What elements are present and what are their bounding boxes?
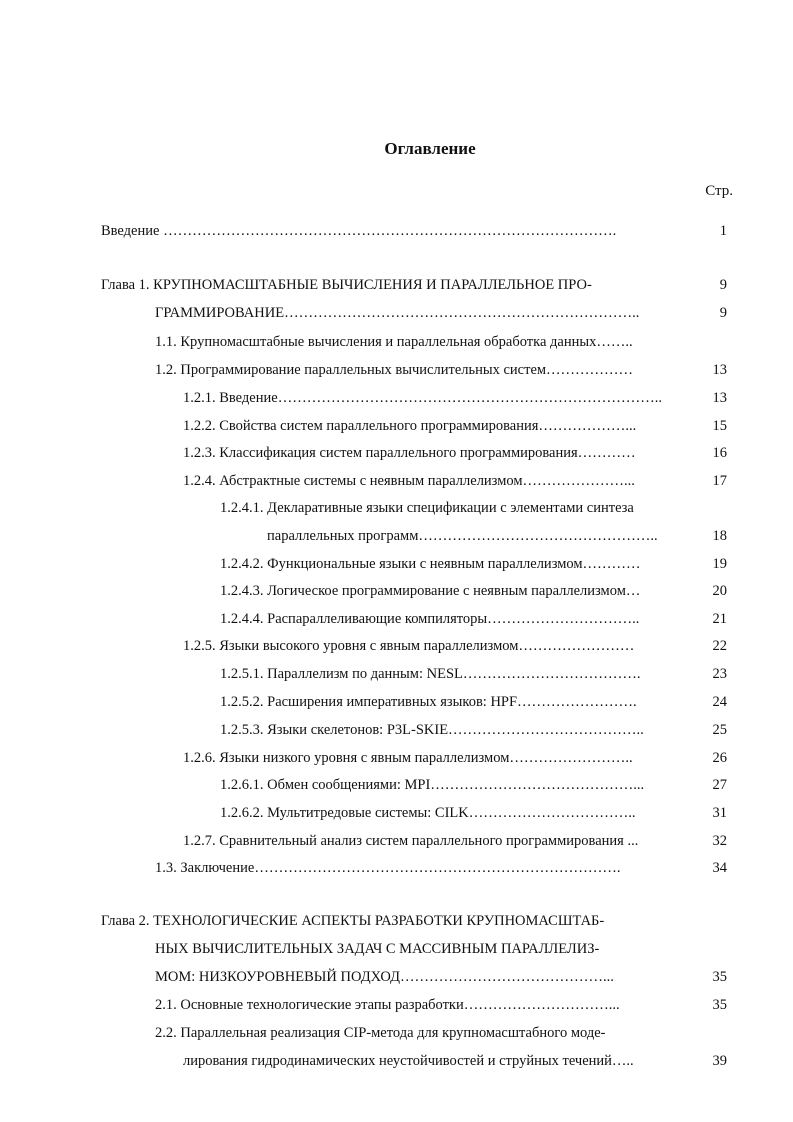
toc-entry[interactable]: 1.2.5.2. Расширения императивных языков: HPF……………………. (220, 694, 637, 710)
toc-page-number: 13 (712, 390, 727, 406)
toc-page-number: 22 (712, 638, 727, 654)
page-title: Оглавление (384, 139, 476, 158)
toc-entry[interactable]: 1.2.4.4. Распараллеливающие компиляторы………………………….. (220, 611, 640, 627)
toc-page-number: 35 (712, 969, 727, 985)
toc-page-number: 13 (712, 362, 727, 378)
toc-entry[interactable]: 1.2.6.2. Мультитредовые системы: CILK…………………………….. (220, 805, 636, 821)
toc-page-number: 20 (712, 583, 727, 599)
toc-page-number: 27 (712, 777, 727, 793)
toc-entry[interactable]: 1.2.3. Классификация систем параллельного программирования………… (183, 445, 636, 461)
page-column-header: Стр. (705, 183, 733, 199)
toc-entry[interactable]: ГРАММИРОВАНИЕ……………………………………………………………….. (155, 305, 640, 321)
toc-page-number: 21 (712, 611, 727, 627)
toc-page-number: 9 (719, 277, 727, 293)
toc-entry[interactable]: 1.2.5.3. Языки скелетонов: P3L-SKIE………………………………….. (220, 722, 644, 738)
toc-entry[interactable]: 1.2.5.1. Параллелизм по данным: NESL………………………………. (220, 666, 641, 682)
toc-entry[interactable]: 1.2.4.3. Логическое программирование с неявным параллелизмом… (220, 583, 641, 599)
toc-entry[interactable]: 1.1. Крупномасштабные вычисления и параллельная обработка данных…….. (155, 334, 633, 350)
toc-entry[interactable]: 1.2.6.1. Обмен сообщениями: MPI……………………………………... (220, 777, 645, 793)
toc-page-number: 16 (712, 445, 727, 461)
toc-entry[interactable]: 1.2.1. Введение…………………………………………………………………….. (183, 390, 662, 406)
toc-entry[interactable]: 2.2. Параллельная реализация CIP-метода для крупномасштабного моде- (155, 1025, 606, 1041)
toc-page-number: 17 (712, 473, 727, 489)
toc-entry[interactable]: 1.2.2. Свойства систем параллельного программирования………………... (183, 418, 637, 434)
toc-entry[interactable]: 1.2.4. Абстрактные системы с неявным параллелизмом…………………... (183, 473, 635, 489)
toc-entry[interactable]: 1.2.4.2. Функциональные языки с неявным параллелизмом………… (220, 556, 641, 572)
toc-page-number: 9 (719, 305, 727, 321)
toc-entry[interactable]: параллельных программ………………………………………….. (267, 528, 658, 544)
toc-entry[interactable]: 1.3. Заключение…………………………………………………………………. (155, 860, 621, 876)
toc-entry[interactable]: Глава 2. ТЕХНОЛОГИЧЕСКИЕ АСПЕКТЫ РАЗРАБОТКИ КРУПНОМАСШТАБ- (101, 913, 605, 929)
toc-entry[interactable]: МОМ: НИЗКОУРОВНЕВЫЙ ПОДХОД……………………………………... (155, 969, 614, 985)
toc-entry[interactable]: НЫХ ВЫЧИСЛИТЕЛЬНЫХ ЗАДАЧ С МАССИВНЫМ ПАРАЛЛЕЛИЗ- (155, 941, 600, 957)
toc-page-number: 18 (712, 528, 727, 544)
toc-page-number: 19 (712, 556, 727, 572)
toc-entry[interactable]: 1.2. Программирование параллельных вычислительных систем……………… (155, 362, 634, 378)
toc-page-number: 32 (712, 833, 727, 849)
toc-page-number: 1 (719, 223, 727, 239)
toc-page-number: 34 (712, 860, 727, 876)
toc-page-number: 23 (712, 666, 727, 682)
toc-entry[interactable]: 1.2.5. Языки высокого уровня с явным параллелизмом…………………… (183, 638, 635, 654)
toc-entry[interactable]: лирования гидродинамических неустойчивостей и струйных течений….. (183, 1053, 634, 1069)
toc-page-number: 24 (712, 694, 727, 710)
toc-entry[interactable]: 1.2.6. Языки низкого уровня с явным параллелизмом…………………….. (183, 750, 633, 766)
toc-entry[interactable]: Введение …………………………………………………………………………………. (101, 223, 617, 239)
toc-entry[interactable]: 2.1. Основные технологические этапы разработки…………………………... (155, 997, 620, 1013)
toc-page-number: 39 (712, 1053, 727, 1069)
toc-page-number: 35 (712, 997, 727, 1013)
toc-page-number: 25 (712, 722, 727, 738)
toc-entry[interactable]: 1.2.4.1. Декларативные языки спецификации с элементами синтеза (220, 500, 634, 516)
toc-entry[interactable]: Глава 1. КРУПНОМАСШТАБНЫЕ ВЫЧИСЛЕНИЯ И ПАРАЛЛЕЛЬНОЕ ПРО- (101, 277, 592, 293)
toc-entry[interactable]: 1.2.7. Сравнительный анализ систем параллельного программирования ... (183, 833, 639, 849)
toc-page-number: 31 (712, 805, 727, 821)
toc-page-number: 15 (712, 418, 727, 434)
toc-page-number: 26 (712, 750, 727, 766)
